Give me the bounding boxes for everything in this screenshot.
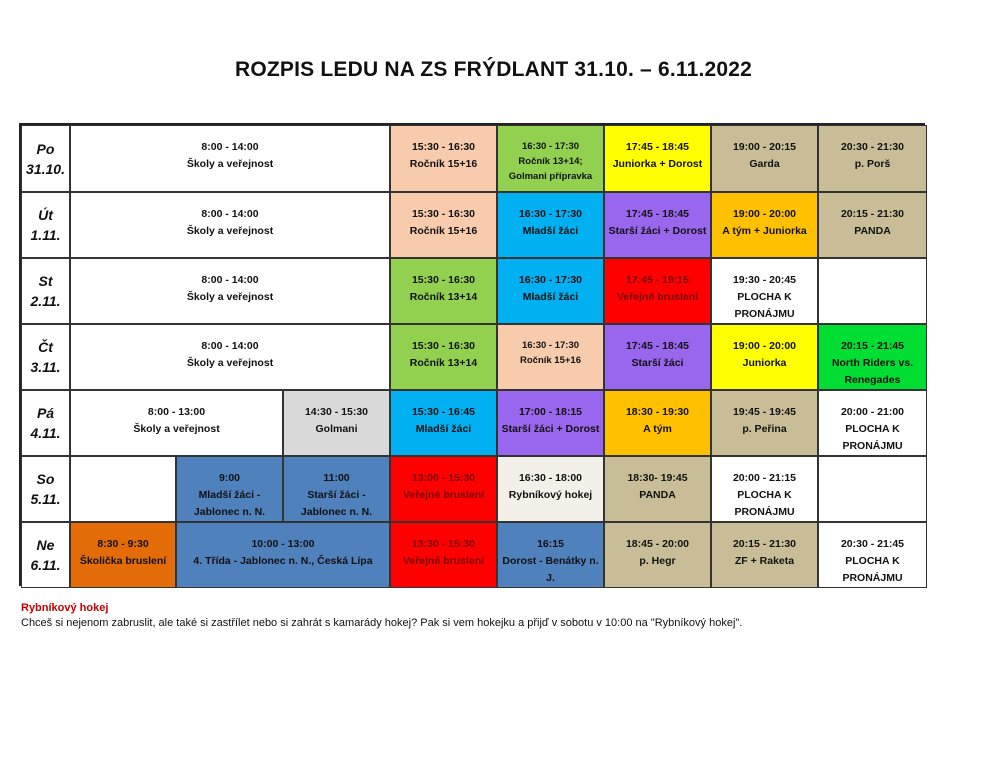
schedule-slot: 15:30 - 16:30 Ročník 15+16: [390, 125, 497, 192]
schedule-slot: 16:15 Dorost - Benátky n. J.: [497, 522, 604, 588]
schedule-slot: 20:30 - 21:45 PLOCHA K PRONÁJMU: [818, 522, 927, 588]
schedule-slot: 17:45 - 18:45 Starší žáci: [604, 324, 711, 390]
schedule-slot: 19:30 - 20:45 PLOCHA K PRONÁJMU: [711, 258, 818, 324]
schedule-slot: 8:00 - 14:00 Školy a veřejnost: [70, 125, 390, 192]
schedule-slot: 19:00 - 20:00 A tým + Juniorka: [711, 192, 818, 258]
schedule-slot: 18:45 - 20:00 p. Hegr: [604, 522, 711, 588]
page-title: ROZPIS LEDU NA ZS FRÝDLANT 31.10. – 6.11.2022: [234, 58, 753, 81]
schedule-slot: 16:30 - 18:00 Rybníkový hokej: [497, 456, 604, 522]
schedule-slot: 15:30 - 16:30 Ročník 13+14: [390, 324, 497, 390]
schedule-slot: 14:30 - 15:30 Golmani: [283, 390, 390, 456]
schedule-slot: 17:45 - 18:45 Juniorka + Dorost: [604, 125, 711, 192]
schedule-slot: 15:30 - 16:30 Ročník 13+14: [390, 258, 497, 324]
schedule-slot: 8:00 - 14:00 Školy a veřejnost: [70, 192, 390, 258]
schedule-slot: 8:30 - 9:30 Školička bruslení: [70, 522, 176, 588]
schedule-slot: 13:00 - 15:30 Veřejné bruslení: [390, 456, 497, 522]
schedule-slot-empty: [818, 258, 927, 324]
schedule-slot: 16:30 - 17:30 Ročník 15+16: [497, 324, 604, 390]
schedule-slot: 20:15 - 21:30 ZF + Raketa: [711, 522, 818, 588]
schedule-slot: 11:00 Starší žáci - Jablonec n. N.: [283, 456, 390, 522]
note-text: Chceš si nejenom zabruslit, ale také si zastřílet nebo si zahrát s kamarády hokej? Pak si vem hokejku a přijď v sobotu v 10:00 na "Rybníkový hokej".: [21, 617, 743, 629]
schedule-slot: 20:30 - 21:30 p. Porš: [818, 125, 927, 192]
day-label: Ne 6.11.: [21, 522, 70, 588]
schedule-slot: 17:45 - 18:45 Starší žáci + Dorost: [604, 192, 711, 258]
schedule-table: [19, 123, 925, 586]
schedule-slot: 19:45 - 19:45 p. Peřina: [711, 390, 818, 456]
day-label: Pá 4.11.: [21, 390, 70, 456]
schedule-slot: 15:30 - 16:30 Ročník 15+16: [390, 192, 497, 258]
schedule-slot: 20:15 - 21:45 North Riders vs. Renegades: [818, 324, 927, 390]
day-label: Čt 3.11.: [21, 324, 70, 390]
day-label: So 5.11.: [21, 456, 70, 522]
schedule-slot: 18:30 - 19:30 A tým: [604, 390, 711, 456]
schedule-slot: 20:00 - 21:00 PLOCHA K PRONÁJMU: [818, 390, 927, 456]
day-label: St 2.11.: [21, 258, 70, 324]
schedule-slot: 17:45 - 19:15 Veřejné bruslení: [604, 258, 711, 324]
schedule-slot: 15:30 - 16:45 Mladší žáci: [390, 390, 497, 456]
schedule-slot: 8:00 - 13:00 Školy a veřejnost: [70, 390, 283, 456]
schedule-slot: 18:30- 19:45 PANDA: [604, 456, 711, 522]
note-title: Rybníkový hokej: [21, 602, 109, 614]
day-label: Út 1.11.: [21, 192, 70, 258]
schedule-slot-empty: [818, 456, 927, 522]
schedule-slot: 20:15 - 21:30 PANDA: [818, 192, 927, 258]
schedule-slot: 19:00 - 20:15 Garda: [711, 125, 818, 192]
schedule-slot: 16:30 - 17:30 Mladší žáci: [497, 258, 604, 324]
schedule-slot-empty: [70, 456, 176, 522]
schedule-slot: 16:30 - 17:30 Mladší žáci: [497, 192, 604, 258]
day-label: Po 31.10.: [21, 125, 70, 192]
schedule-slot: 16:30 - 17:30 Ročník 13+14; Golmani přípravka: [497, 125, 604, 192]
schedule-slot: 20:00 - 21:15 PLOCHA K PRONÁJMU: [711, 456, 818, 522]
schedule-slot: 13:30 - 15:30 Veřejné bruslení: [390, 522, 497, 588]
schedule-slot: 8:00 - 14:00 Školy a veřejnost: [70, 258, 390, 324]
schedule-slot: 19:00 - 20:00 Juniorka: [711, 324, 818, 390]
schedule-slot: 8:00 - 14:00 Školy a veřejnost: [70, 324, 390, 390]
schedule-slot: 10:00 - 13:00 4. Třída - Jablonec n. N., Česká Lípa: [176, 522, 390, 588]
schedule-slot: 9:00 Mladší žáci - Jablonec n. N.: [176, 456, 283, 522]
schedule-slot: 17:00 - 18:15 Starší žáci + Dorost: [497, 390, 604, 456]
